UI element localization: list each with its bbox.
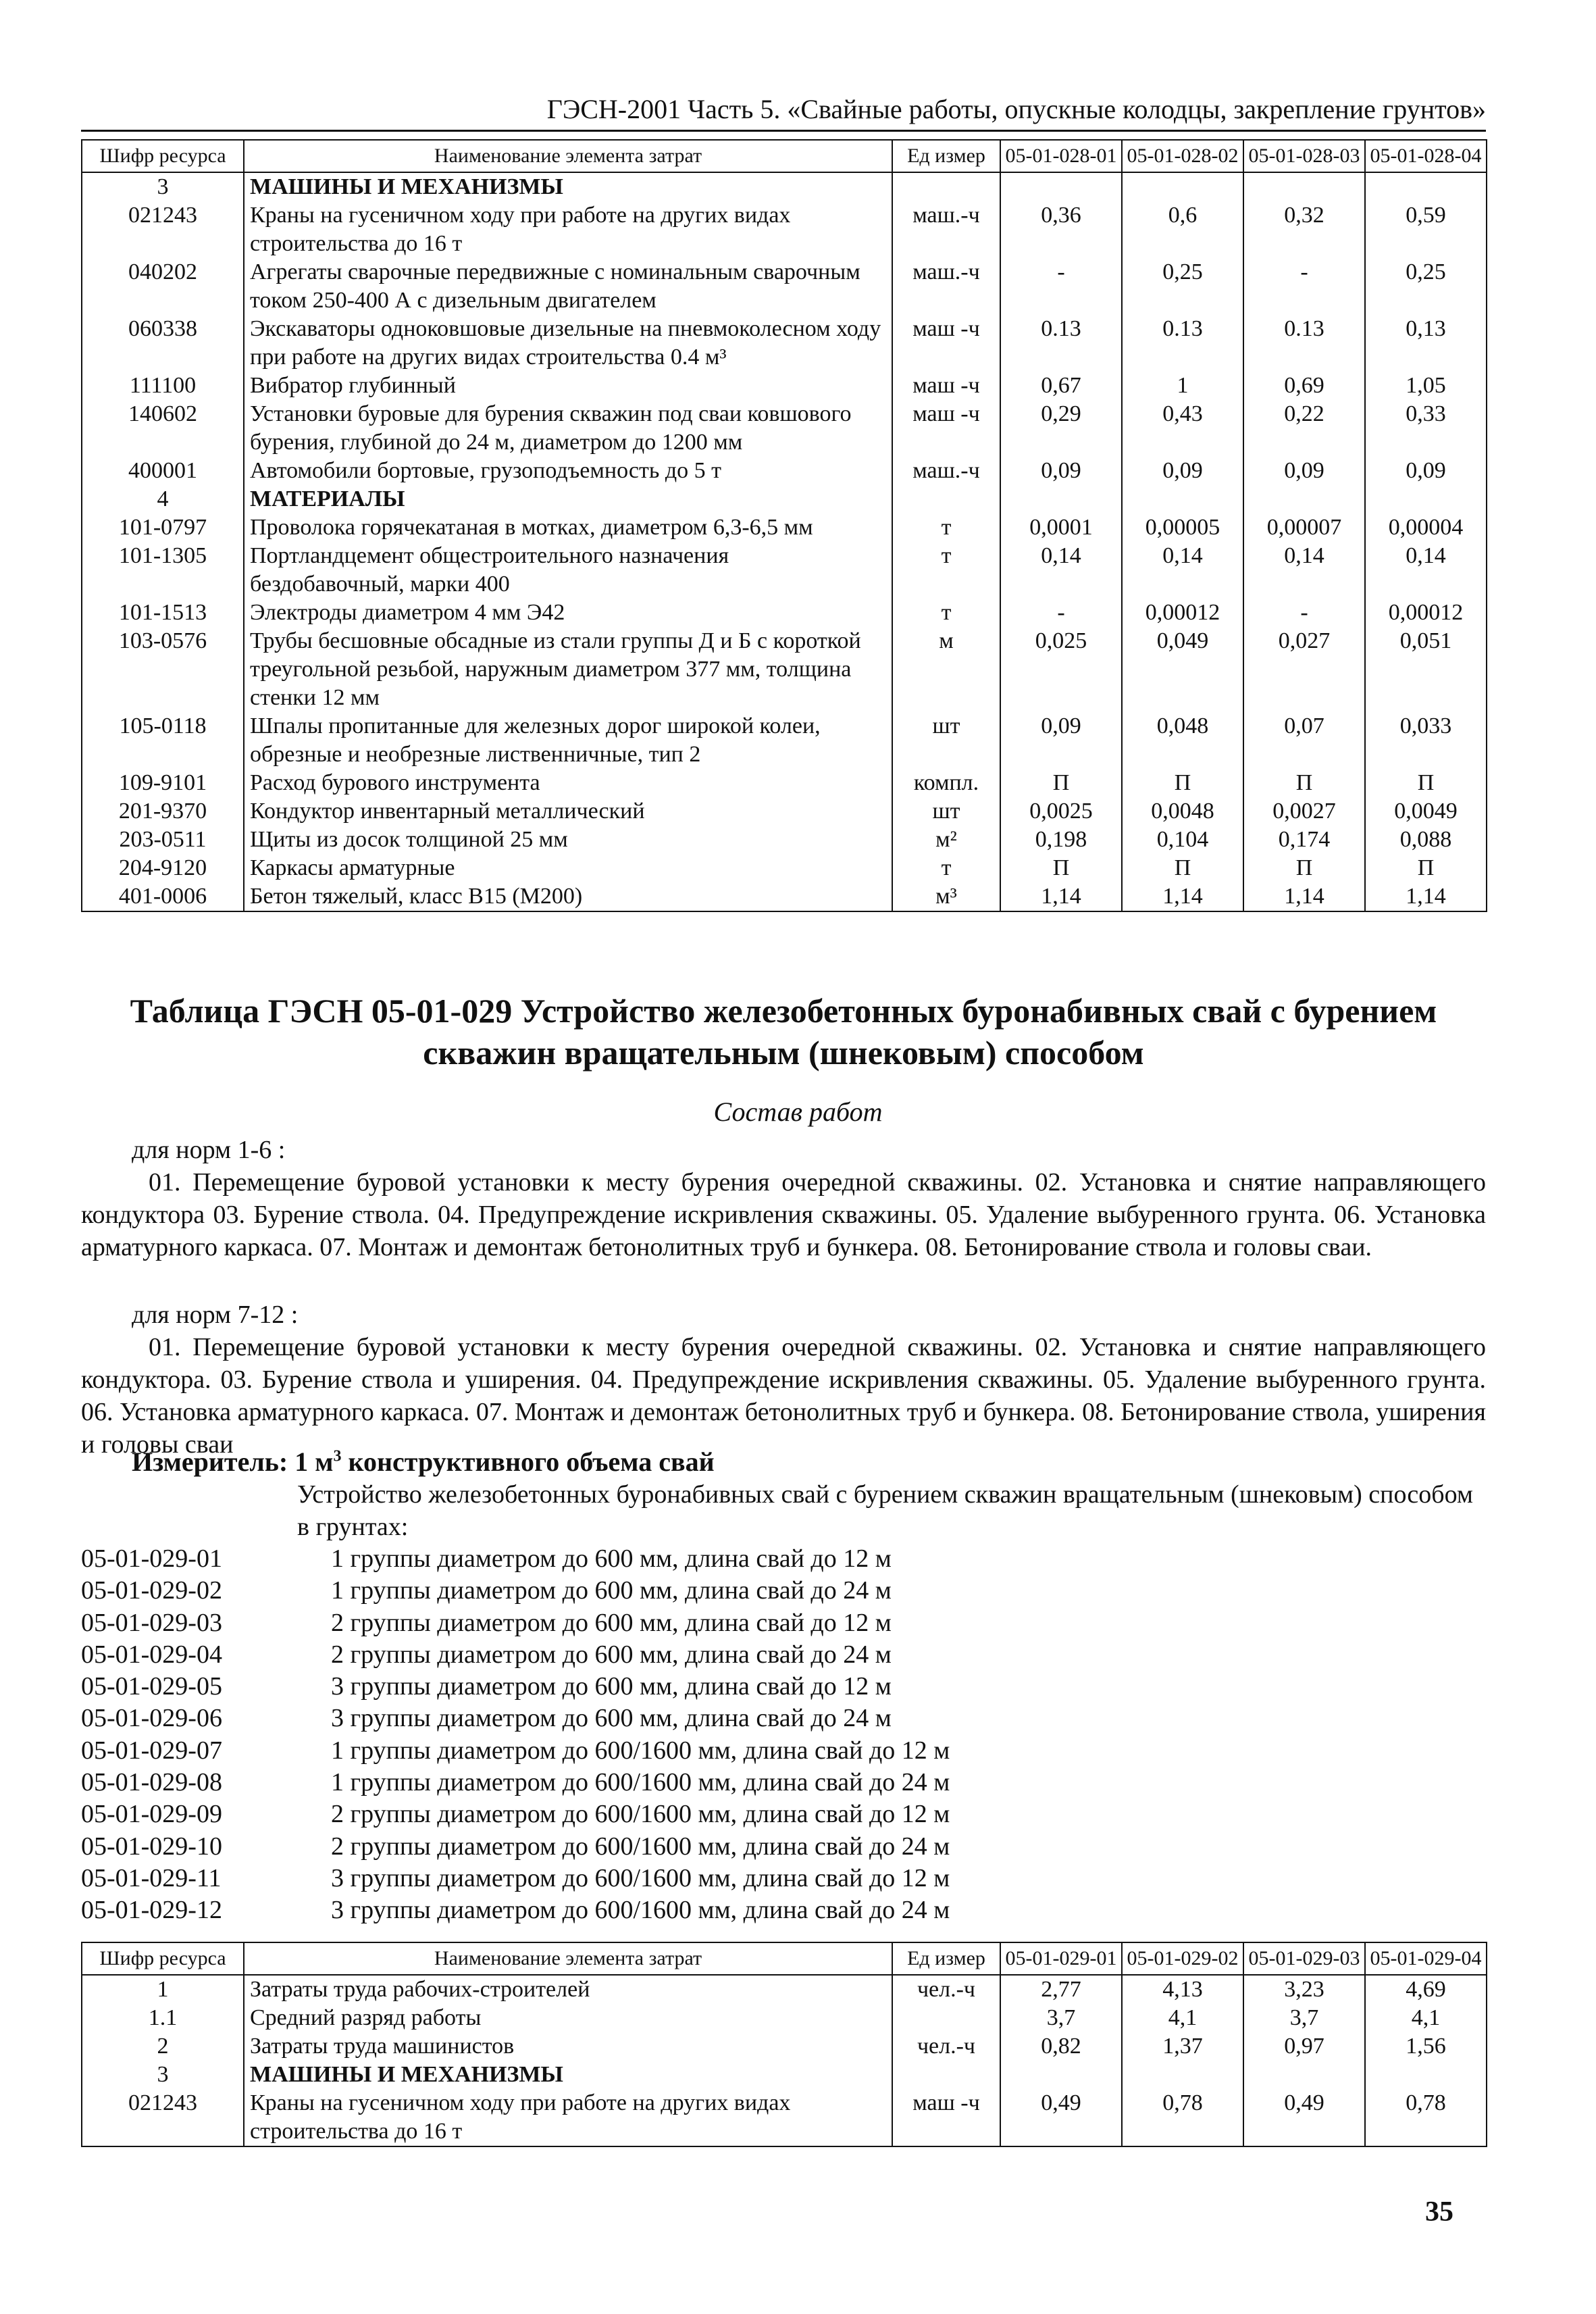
- table-row: [82, 513, 1487, 542]
- norm-value-3: [1243, 2061, 1365, 2089]
- resource-name: Расход бурового инструмента: [244, 769, 892, 797]
- resource-unit: м²: [892, 826, 1000, 854]
- norm-value-4: 0,78: [1365, 2089, 1487, 2146]
- norm-value-2: 0,43: [1122, 400, 1243, 457]
- section-row: [82, 172, 1487, 201]
- norm-value-1: 2,77: [1000, 1975, 1122, 2004]
- col-header-norm-1: 05-01-029-01: [1000, 1942, 1122, 1975]
- norm-value-3: 0,14: [1243, 542, 1365, 599]
- norm-value-2: 0,6: [1122, 201, 1243, 258]
- table-row: [82, 201, 1487, 258]
- norm-item: [81, 1575, 950, 1607]
- resource-unit: [892, 2004, 1000, 2032]
- table-row: [82, 372, 1487, 400]
- norm-value-3: [1243, 172, 1365, 201]
- table-row: [82, 854, 1487, 882]
- resource-name: Бетон тяжелый, класс В15 (М200): [244, 882, 892, 911]
- col-header-name: Наименование элемента затрат: [244, 140, 892, 172]
- table-row: [82, 2032, 1487, 2061]
- table-row: [82, 2089, 1487, 2146]
- norm-value-4: 0,00004: [1365, 513, 1487, 542]
- norm-code: 05-01-029-05: [81, 1672, 222, 1701]
- norm-item: [81, 1543, 950, 1575]
- resource-unit: м: [892, 627, 1000, 712]
- norm-list: [81, 1543, 950, 1927]
- resource-code: 400001: [82, 457, 244, 485]
- resource-code: 2: [82, 2032, 244, 2061]
- norm-item: [81, 1767, 950, 1799]
- norm-value-4: 0,0049: [1365, 797, 1487, 826]
- resource-unit: т: [892, 542, 1000, 599]
- norm-value-2: 0,14: [1122, 542, 1243, 599]
- norm-value-3: 0,49: [1243, 2089, 1365, 2146]
- norms-1-6-label: для норм 1-6 :: [132, 1136, 286, 1164]
- resource-code: 140602: [82, 400, 244, 457]
- table-row: [82, 797, 1487, 826]
- resource-code: 021243: [82, 201, 244, 258]
- resource-name: Затраты труда рабочих-строителей: [244, 1975, 892, 2004]
- norm-value-4: 0,33: [1365, 400, 1487, 457]
- resource-name: Агрегаты сварочные передвижные с номинальным сварочным током 250-400 А с дизельным двигателем: [244, 258, 892, 315]
- table-row: [82, 542, 1487, 599]
- norm-value-2: П: [1122, 854, 1243, 882]
- norm-description: 2 группы диаметром до 600 мм, длина свай до 24 м: [331, 1640, 892, 1669]
- resource-name: Средний разряд работы: [244, 2004, 892, 2032]
- table-row: [82, 2004, 1487, 2032]
- norm-item: [81, 1799, 950, 1830]
- norm-description: 3 группы диаметром до 600/1600 мм, длина свай до 24 м: [331, 1896, 950, 1925]
- norm-code: 05-01-029-08: [81, 1768, 222, 1797]
- norm-value-3: 0,0027: [1243, 797, 1365, 826]
- norm-value-1: 0,0001: [1000, 513, 1122, 542]
- resource-name: Экскаваторы одноковшовые дизельные на пневмоколесном ходу при работе на других видах строительства 0.4 м³: [244, 315, 892, 372]
- resource-unit: т: [892, 513, 1000, 542]
- norm-value-1: [1000, 172, 1122, 201]
- norm-value-2: 1,14: [1122, 882, 1243, 911]
- norm-value-2: [1122, 2061, 1243, 2089]
- section-title: [81, 990, 1486, 1074]
- norm-value-1: [1000, 485, 1122, 513]
- resource-code: 111100: [82, 372, 244, 400]
- norm-value-1: 0,67: [1000, 372, 1122, 400]
- norm-value-3: 1,14: [1243, 882, 1365, 911]
- col-header-norm-4: 05-01-028-04: [1365, 140, 1487, 172]
- norm-item: [81, 1703, 950, 1734]
- norm-description: 3 группы диаметром до 600 мм, длина свай до 24 м: [331, 1704, 892, 1733]
- norm-value-2: 0,104: [1122, 826, 1243, 854]
- norm-value-3: -: [1243, 258, 1365, 315]
- norm-value-3: П: [1243, 769, 1365, 797]
- resource-code: 203-0511: [82, 826, 244, 854]
- norm-value-1: П: [1000, 854, 1122, 882]
- norm-value-4: 0,033: [1365, 712, 1487, 769]
- norm-code: 05-01-029-01: [81, 1544, 222, 1573]
- norm-value-4: [1365, 2061, 1487, 2089]
- norm-value-1: П: [1000, 769, 1122, 797]
- norm-description: 3 группы диаметром до 600/1600 мм, длина свай до 12 м: [331, 1863, 950, 1892]
- norm-value-2: 4,13: [1122, 1975, 1243, 2004]
- resource-code: 040202: [82, 258, 244, 315]
- norm-value-4: 1,14: [1365, 882, 1487, 911]
- norm-value-3: П: [1243, 854, 1365, 882]
- norm-value-4: 1,56: [1365, 2032, 1487, 2061]
- norm-value-3: 0,22: [1243, 400, 1365, 457]
- norm-value-3: -: [1243, 599, 1365, 627]
- table-row: [82, 599, 1487, 627]
- norm-value-2: [1122, 172, 1243, 201]
- col-header-unit: Ед измер: [892, 140, 1000, 172]
- norm-value-1: 0,82: [1000, 2032, 1122, 2061]
- resource-code: 101-1513: [82, 599, 244, 627]
- table-header-row: [82, 1942, 1487, 1975]
- norm-code: 05-01-029-06: [81, 1704, 222, 1733]
- col-header-norm-1: 05-01-028-01: [1000, 140, 1122, 172]
- norm-description: 1 группы диаметром до 600/1600 мм, длина свай до 24 м: [331, 1768, 950, 1797]
- norm-code: 05-01-029-03: [81, 1608, 222, 1637]
- resource-unit: маш.-ч: [892, 457, 1000, 485]
- col-header-norm-3: 05-01-028-03: [1243, 140, 1365, 172]
- col-header-name: Наименование элемента затрат: [244, 1942, 892, 1975]
- norm-value-2: 1: [1122, 372, 1243, 400]
- resource-unit: маш -ч: [892, 400, 1000, 457]
- norm-value-4: 0,25: [1365, 258, 1487, 315]
- norm-value-3: 0,07: [1243, 712, 1365, 769]
- table-row: [82, 400, 1487, 457]
- norm-description: 3 группы диаметром до 600 мм, длина свай до 12 м: [331, 1672, 892, 1701]
- resource-name: МАТЕРИАЛЫ: [244, 485, 892, 513]
- resource-unit: чел.-ч: [892, 1975, 1000, 2004]
- resource-code: 103-0576: [82, 627, 244, 712]
- resource-name: Щиты из досок толщиной 25 мм: [244, 826, 892, 854]
- norm-value-2: 0,0048: [1122, 797, 1243, 826]
- resource-name: Проволока горячекатаная в мотках, диаметром 6,3-6,5 мм: [244, 513, 892, 542]
- norm-value-2: 0.13: [1122, 315, 1243, 372]
- norms-lead-text: Устройство железобетонных буронабивных свай с бурением скважин вращательным (шнековым) способом в грунтах:: [297, 1480, 1473, 1541]
- resource-code: 101-1305: [82, 542, 244, 599]
- resource-code: 060338: [82, 315, 244, 372]
- page-header: ГЭСН-2001 Часть 5. «Свайные работы, опускные колодцы, закрепление грунтов»: [546, 94, 1486, 124]
- norm-value-2: 4,1: [1122, 2004, 1243, 2032]
- norm-value-3: 0,69: [1243, 372, 1365, 400]
- norm-value-3: [1243, 485, 1365, 513]
- norm-item: [81, 1894, 950, 1926]
- norm-value-4: П: [1365, 854, 1487, 882]
- norm-item: [81, 1607, 950, 1639]
- table-row: [82, 1975, 1487, 2004]
- table-row: [82, 826, 1487, 854]
- resource-unit: [892, 485, 1000, 513]
- norm-value-3: 0,09: [1243, 457, 1365, 485]
- resource-unit: маш.-ч: [892, 201, 1000, 258]
- col-header-code: Шифр ресурса: [82, 1942, 244, 1975]
- col-header-norm-2: 05-01-028-02: [1122, 140, 1243, 172]
- norm-code: 05-01-029-10: [81, 1832, 222, 1861]
- resource-name: Трубы бесшовные обсадные из стали группы Д и Б с короткой треугольной резьбой, наружным диаметром 377 мм, толщина стенки 12 мм: [244, 627, 892, 712]
- norm-value-1: 0,09: [1000, 457, 1122, 485]
- norm-value-1: [1000, 2061, 1122, 2089]
- norm-code: 05-01-029-07: [81, 1736, 222, 1765]
- norm-value-4: 0,09: [1365, 457, 1487, 485]
- norm-description: 2 группы диаметром до 600 мм, длина свай до 12 м: [331, 1608, 892, 1637]
- resource-code: 3: [82, 2061, 244, 2089]
- norm-value-3: 0,174: [1243, 826, 1365, 854]
- norm-value-3: 3,23: [1243, 1975, 1365, 2004]
- norm-code: 05-01-029-11: [81, 1863, 222, 1892]
- resource-name: Портландцемент общестроительного назначения бездобавочный, марки 400: [244, 542, 892, 599]
- norm-value-4: 0,13: [1365, 315, 1487, 372]
- section-title-line-2: скважин вращательным (шнековым) способом: [423, 1034, 1144, 1072]
- norm-value-4: [1365, 485, 1487, 513]
- resource-code: 105-0118: [82, 712, 244, 769]
- page-number: 35: [1425, 2196, 1453, 2228]
- norm-value-2: 0,09: [1122, 457, 1243, 485]
- resource-code: 021243: [82, 2089, 244, 2146]
- norm-description: 1 группы диаметром до 600/1600 мм, длина свай до 12 м: [331, 1736, 950, 1765]
- norm-value-4: 1,05: [1365, 372, 1487, 400]
- col-header-code: Шифр ресурса: [82, 140, 244, 172]
- norm-value-1: 0,29: [1000, 400, 1122, 457]
- resource-name: Электроды диаметром 4 мм Э42: [244, 599, 892, 627]
- resource-table-029: [81, 1942, 1487, 2147]
- norm-value-1: 0,36: [1000, 201, 1122, 258]
- norm-item: [81, 1735, 950, 1767]
- resource-name: МАШИНЫ И МЕХАНИЗМЫ: [244, 2061, 892, 2089]
- norm-value-3: 0.13: [1243, 315, 1365, 372]
- resource-unit: шт: [892, 797, 1000, 826]
- norm-code: 05-01-029-09: [81, 1800, 222, 1829]
- norms-7-12-label: для норм 7-12 :: [132, 1301, 299, 1329]
- section-row: [82, 485, 1487, 513]
- norm-code: 05-01-029-12: [81, 1896, 222, 1925]
- resource-code: 109-9101: [82, 769, 244, 797]
- table-row: [82, 258, 1487, 315]
- resource-unit: маш -ч: [892, 2089, 1000, 2146]
- norm-item: [81, 1671, 950, 1703]
- norm-value-4: 0,00012: [1365, 599, 1487, 627]
- resource-code: 1: [82, 1975, 244, 2004]
- resource-name: Затраты труда машинистов: [244, 2032, 892, 2061]
- header-rule: [81, 130, 1486, 132]
- resource-table-028: [81, 139, 1487, 912]
- resource-name: Краны на гусеничном ходу при работе на других видах строительства до 16 т: [244, 2089, 892, 2146]
- table-row: [82, 712, 1487, 769]
- norm-value-4: 0,59: [1365, 201, 1487, 258]
- norm-value-2: 1,37: [1122, 2032, 1243, 2061]
- norm-value-2: 0,049: [1122, 627, 1243, 712]
- resource-name: Краны на гусеничном ходу при работе на других видах строительства до 16 т: [244, 201, 892, 258]
- resource-name: Каркасы арматурные: [244, 854, 892, 882]
- norm-value-4: 0,088: [1365, 826, 1487, 854]
- resource-unit: компл.: [892, 769, 1000, 797]
- resource-code: 204-9120: [82, 854, 244, 882]
- norm-description: 2 группы диаметром до 600/1600 мм, длина свай до 24 м: [331, 1832, 950, 1861]
- norm-value-4: 0,051: [1365, 627, 1487, 712]
- table-header-row: [82, 140, 1487, 172]
- norm-value-3: 0,97: [1243, 2032, 1365, 2061]
- norm-value-4: [1365, 172, 1487, 201]
- norm-value-2: [1122, 485, 1243, 513]
- norm-value-3: 3,7: [1243, 2004, 1365, 2032]
- resource-name: Установки буровые для бурения скважин под сваи ковшового бурения, глубиной до 24 м, диаметром до 1200 мм: [244, 400, 892, 457]
- norm-description: 1 группы диаметром до 600 мм, длина свай до 24 м: [331, 1576, 892, 1605]
- norm-value-1: 0,0025: [1000, 797, 1122, 826]
- resource-unit: т: [892, 599, 1000, 627]
- resource-unit: шт: [892, 712, 1000, 769]
- norm-value-1: 0,025: [1000, 627, 1122, 712]
- table-row: [82, 457, 1487, 485]
- resource-name: Кондуктор инвентарный металлический: [244, 797, 892, 826]
- norm-value-1: 1,14: [1000, 882, 1122, 911]
- section-title-line-1: Таблица ГЭСН 05-01-029 Устройство железобетонных буронабивных свай с бурением: [130, 992, 1437, 1030]
- norm-value-2: 0,00012: [1122, 599, 1243, 627]
- resource-unit: м³: [892, 882, 1000, 911]
- resource-unit: [892, 2061, 1000, 2089]
- norm-description: 2 группы диаметром до 600/1600 мм, длина свай до 12 м: [331, 1800, 950, 1829]
- norm-value-3: 0,027: [1243, 627, 1365, 712]
- norm-value-1: 0,49: [1000, 2089, 1122, 2146]
- resource-code: 201-9370: [82, 797, 244, 826]
- norm-item: [81, 1863, 950, 1894]
- norm-value-4: П: [1365, 769, 1487, 797]
- resource-unit: чел.-ч: [892, 2032, 1000, 2061]
- norm-code: 05-01-029-04: [81, 1640, 222, 1669]
- resource-unit: маш.-ч: [892, 258, 1000, 315]
- norm-value-1: 3,7: [1000, 2004, 1122, 2032]
- norm-value-2: 0,048: [1122, 712, 1243, 769]
- norm-value-3: 0,00007: [1243, 513, 1365, 542]
- norm-value-1: 0.13: [1000, 315, 1122, 372]
- norm-value-4: 0,14: [1365, 542, 1487, 599]
- col-header-norm-2: 05-01-029-02: [1122, 1942, 1243, 1975]
- measurement-unit: Измеритель: 1 $м^3$ конструктивного объема свай: [132, 1447, 715, 1477]
- resource-code: 1.1: [82, 2004, 244, 2032]
- norm-value-1: -: [1000, 599, 1122, 627]
- col-header-norm-4: 05-01-029-04: [1365, 1942, 1487, 1975]
- norm-value-2: 0,25: [1122, 258, 1243, 315]
- norm-value-3: 0,32: [1243, 201, 1365, 258]
- norms-7-12-text: 01. Перемещение буровой установки к месту бурения очередной скважины. 02. Установка и снятие направляющего кондуктора. 03. Бурение ствола и уширения. 04. Предупреждение искривления скважины. 05. Удаление выбуренного грунта. 06. Установка арматурного каркаса. 07. Монтаж и демонтаж бетонолитных труб и бункера. 08. Бетонирование ствола, уширения и головы сваи: [81, 1333, 1486, 1459]
- norm-value-1: -: [1000, 258, 1122, 315]
- norm-value-1: 0,198: [1000, 826, 1122, 854]
- norm-value-2: П: [1122, 769, 1243, 797]
- norm-code: 05-01-029-02: [81, 1576, 222, 1605]
- norm-value-2: 0,00005: [1122, 513, 1243, 542]
- resource-unit: маш -ч: [892, 315, 1000, 372]
- norm-item: [81, 1831, 950, 1863]
- norm-value-2: 0,78: [1122, 2089, 1243, 2146]
- table-body: [82, 172, 1487, 911]
- resource-unit: т: [892, 854, 1000, 882]
- resource-code: 3: [82, 172, 244, 201]
- resource-name: Вибратор глубинный: [244, 372, 892, 400]
- col-header-unit: Ед измер: [892, 1942, 1000, 1975]
- resource-name: Автомобили бортовые, грузоподъемность до 5 т: [244, 457, 892, 485]
- resource-code: 4: [82, 485, 244, 513]
- resource-code: 101-0797: [82, 513, 244, 542]
- norm-value-1: 0,09: [1000, 712, 1122, 769]
- table-row: [82, 627, 1487, 712]
- table-row: [82, 882, 1487, 911]
- col-header-norm-3: 05-01-029-03: [1243, 1942, 1365, 1975]
- norm-value-4: 4,69: [1365, 1975, 1487, 2004]
- table-row: [82, 315, 1487, 372]
- norm-value-1: 0,14: [1000, 542, 1122, 599]
- work-composition-heading: Состав работ: [713, 1097, 883, 1127]
- table-body: [82, 1975, 1487, 2146]
- section-row: [82, 2061, 1487, 2089]
- resource-unit: маш -ч: [892, 372, 1000, 400]
- resource-code: 401-0006: [82, 882, 244, 911]
- resource-unit: [892, 172, 1000, 201]
- norm-value-4: 4,1: [1365, 2004, 1487, 2032]
- resource-name: Шпалы пропитанные для железных дорог широкой колеи, обрезные и необрезные лиственничные, тип 2: [244, 712, 892, 769]
- table-row: [82, 769, 1487, 797]
- norms-1-6-text: 01. Перемещение буровой установки к месту бурения очередной скважины. 02. Установка и снятие направляющего кондуктора 03. Бурение ствола. 04. Предупреждение искривления скважины. 05. Удаление выбуренного грунта. 06. Установка арматурного каркаса. 07. Монтаж и демонтаж бетонолитных труб и бункера. 08. Бетонирование ствола и головы сваи.: [81, 1168, 1486, 1261]
- norm-item: [81, 1639, 950, 1671]
- resource-name: МАШИНЫ И МЕХАНИЗМЫ: [244, 172, 892, 201]
- norm-description: 1 группы диаметром до 600 мм, длина свай до 12 м: [331, 1544, 892, 1573]
